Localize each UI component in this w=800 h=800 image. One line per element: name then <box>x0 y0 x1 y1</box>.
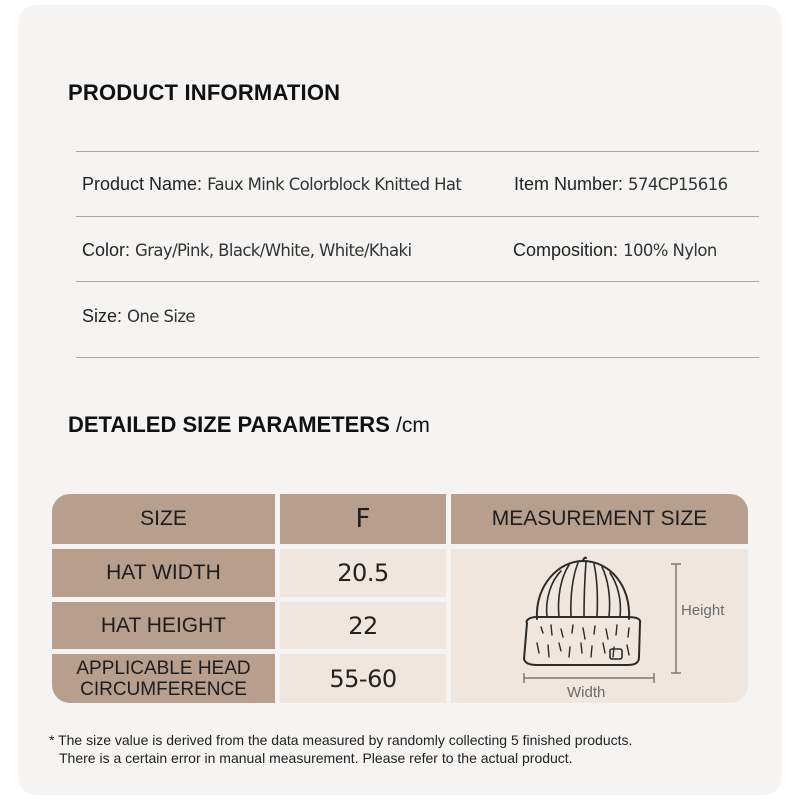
item-number-value: 574CP15616 <box>628 175 728 194</box>
beanie-diagram <box>451 549 748 703</box>
composition-row <box>513 240 717 261</box>
item-number-label: Item Number: <box>514 174 624 194</box>
size-row <box>82 306 195 327</box>
divider <box>76 281 759 282</box>
table-header-f <box>280 494 446 544</box>
table-row-value <box>280 549 446 597</box>
size-label: Size: <box>82 306 123 326</box>
product-name-label: Product Name: <box>82 174 203 194</box>
size-value: One Size <box>127 307 195 326</box>
head-circumference-label-line2: CIRCUMFERENCE <box>80 678 247 700</box>
width-arrow-icon <box>524 673 654 683</box>
height-label: Height <box>681 602 725 619</box>
size-params-unit: /cm <box>396 414 430 437</box>
table-row-value <box>280 602 446 649</box>
table-header-measurement <box>451 494 748 544</box>
size-params-heading <box>68 412 430 438</box>
composition-label: Composition: <box>513 240 619 260</box>
color-label: Color: <box>82 240 131 260</box>
measurement-note <box>49 731 632 767</box>
composition-value: 100% Nylon <box>623 241 717 260</box>
hat-height-value: 22 <box>348 611 378 640</box>
head-circumference-value: 55-60 <box>329 664 397 693</box>
note-line-2: There is a certain error in manual measurement. Please refer to the actual product. <box>59 750 573 766</box>
product-info-heading: PRODUCT INFORMATION <box>68 80 341 105</box>
measurement-diagram-cell <box>451 549 748 703</box>
note-line-1: * The size value is derived from the data measured by randomly collecting 5 finished products. <box>49 732 633 748</box>
product-name-row <box>82 174 461 195</box>
table-header-size <box>52 494 275 544</box>
item-number-row <box>514 174 728 195</box>
divider <box>76 357 759 358</box>
product-name-value: Faux Mink Colorblock Knitted Hat <box>207 175 462 194</box>
table-row-label <box>52 602 275 649</box>
hat-width-value: 20.5 <box>337 559 389 587</box>
table-row-label <box>52 654 275 703</box>
height-arrow-icon <box>671 564 681 673</box>
table-row-value <box>280 654 446 703</box>
table-header-size-text: SIZE <box>140 507 187 530</box>
table-header-f-text: F <box>355 504 371 534</box>
size-params-title: DETAILED SIZE PARAMETERS <box>68 412 390 437</box>
color-value: Gray/Pink, Black/White, White/Khaki <box>135 241 412 260</box>
divider <box>76 216 759 217</box>
width-label: Width <box>567 684 606 701</box>
hat-width-label: HAT WIDTH <box>106 561 221 584</box>
hat-height-label: HAT HEIGHT <box>100 613 227 637</box>
beanie-icon <box>524 558 640 665</box>
color-row <box>82 240 411 261</box>
table-row-label <box>52 549 275 597</box>
divider <box>76 151 759 152</box>
table-header-measurement-text: MEASUREMENT SIZE <box>491 507 708 530</box>
head-circumference-label-line1: APPLICABLE HEAD <box>76 657 251 679</box>
